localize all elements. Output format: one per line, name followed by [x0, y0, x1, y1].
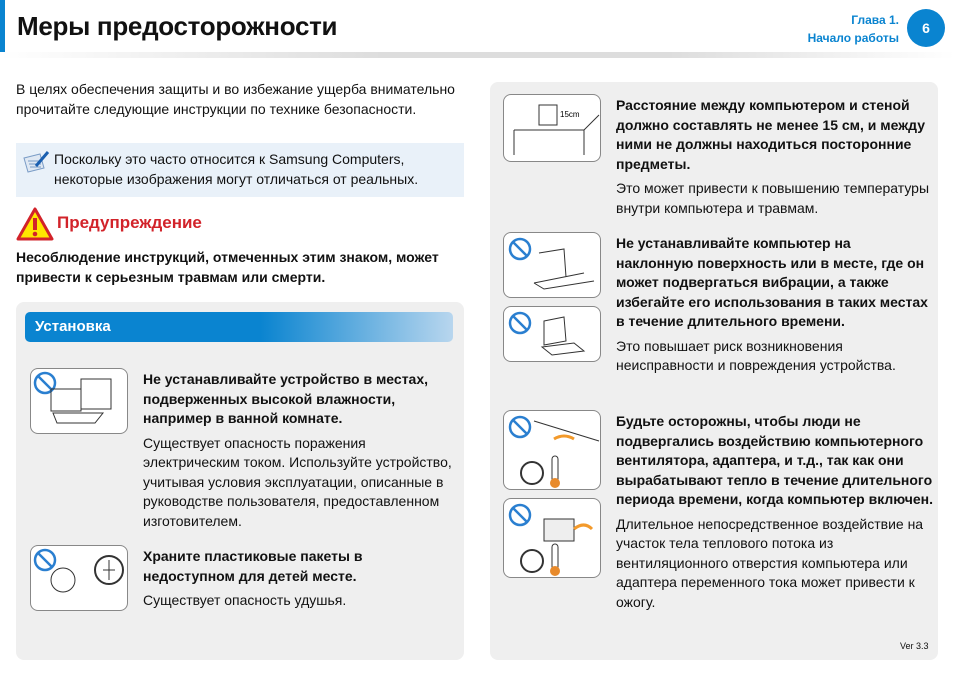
- instruction-detail: Длительное непосредственное воздействие на участок тела теплового потока из вентиляционного отверстия компьютера или адаптера переменного тока может привести к ожогу.: [616, 515, 924, 610]
- instruction-detail: Это повышает риск возникновения неисправности и повреждения устройства.: [616, 337, 896, 373]
- plastic-bag-illustration: [30, 545, 128, 611]
- note-text: Поскольку это часто относится к Samsung Computers, некоторые изображения могут отличаться от реальных.: [54, 151, 419, 187]
- instruction-humidity: [143, 370, 455, 531]
- humidity-illustration: [30, 368, 128, 434]
- instruction-wall-distance: [616, 96, 931, 218]
- intro-text: В целях обеспечения защиты и во избежание ущерба внимательно прочитайте следующие инструкции по технике безопасности.: [16, 81, 455, 117]
- chapter-number: Глава 1.: [851, 13, 899, 27]
- note-pencil-icon: [22, 150, 50, 180]
- instruction-title: Будьте осторожны, чтобы люди не подвергались воздействию компьютерного вентилятора, адаптера, и т.д., так как они вырабатывают тепло в течение длительного периода времени, когда компьютер включен.: [616, 413, 933, 507]
- chapter-label: [808, 11, 899, 47]
- page-number-badge: 6: [907, 9, 945, 47]
- instruction-incline: [616, 234, 931, 376]
- page-title: Меры предосторожности: [17, 11, 338, 41]
- chapter-title: Начало работы: [807, 31, 899, 45]
- instruction-title: Не устанавливайте устройство в местах, подверженных высокой влажности, например в ванной комнате.: [143, 371, 429, 426]
- warning-title: Предупреждение: [57, 213, 202, 232]
- instruction-detail: Существует опасность поражения электрическим током. Используйте устройство, учитывая условия эксплуатации, описанные в руководстве пользователя, предоставленном изготовителем.: [143, 434, 452, 529]
- fan-heat-illustration: [503, 410, 601, 490]
- note-box: [16, 143, 464, 197]
- instruction-plastic-bags: [143, 547, 455, 611]
- distance-label: 15cm: [560, 110, 580, 119]
- header-divider: [0, 52, 955, 58]
- incline-illustration: [503, 232, 601, 298]
- header-accent-bar: [0, 0, 5, 52]
- instruction-title: Храните пластиковые пакеты в недоступном для детей месте.: [143, 548, 363, 584]
- warning-text: Несоблюдение инструкций, отмеченных этим знаком, может привести к серьезным травмам или смерти.: [16, 249, 439, 285]
- instruction-title: Не устанавливайте компьютер на наклонную поверхность или в месте, где он может подвергаться вибрации, а также избегайте его использования в таких местах в течение длительного времени.: [616, 235, 928, 329]
- instruction-heat: [616, 412, 934, 612]
- instruction-detail: Существует опасность удушья.: [143, 592, 347, 608]
- section-header: Установка: [25, 312, 453, 342]
- wall-distance-illustration: [503, 94, 601, 162]
- instruction-title: Расстояние между компьютером и стеной должно составлять не менее 15 см, и между ними не должны находиться посторонние предметы.: [616, 97, 926, 172]
- vibration-illustration: [503, 306, 601, 362]
- adapter-heat-illustration: [503, 498, 601, 578]
- version-label: Ver 3.3: [900, 641, 929, 651]
- warning-triangle-icon: [16, 207, 54, 247]
- instruction-detail: Это может привести к повышению температуры внутри компьютера и травмам.: [616, 180, 930, 216]
